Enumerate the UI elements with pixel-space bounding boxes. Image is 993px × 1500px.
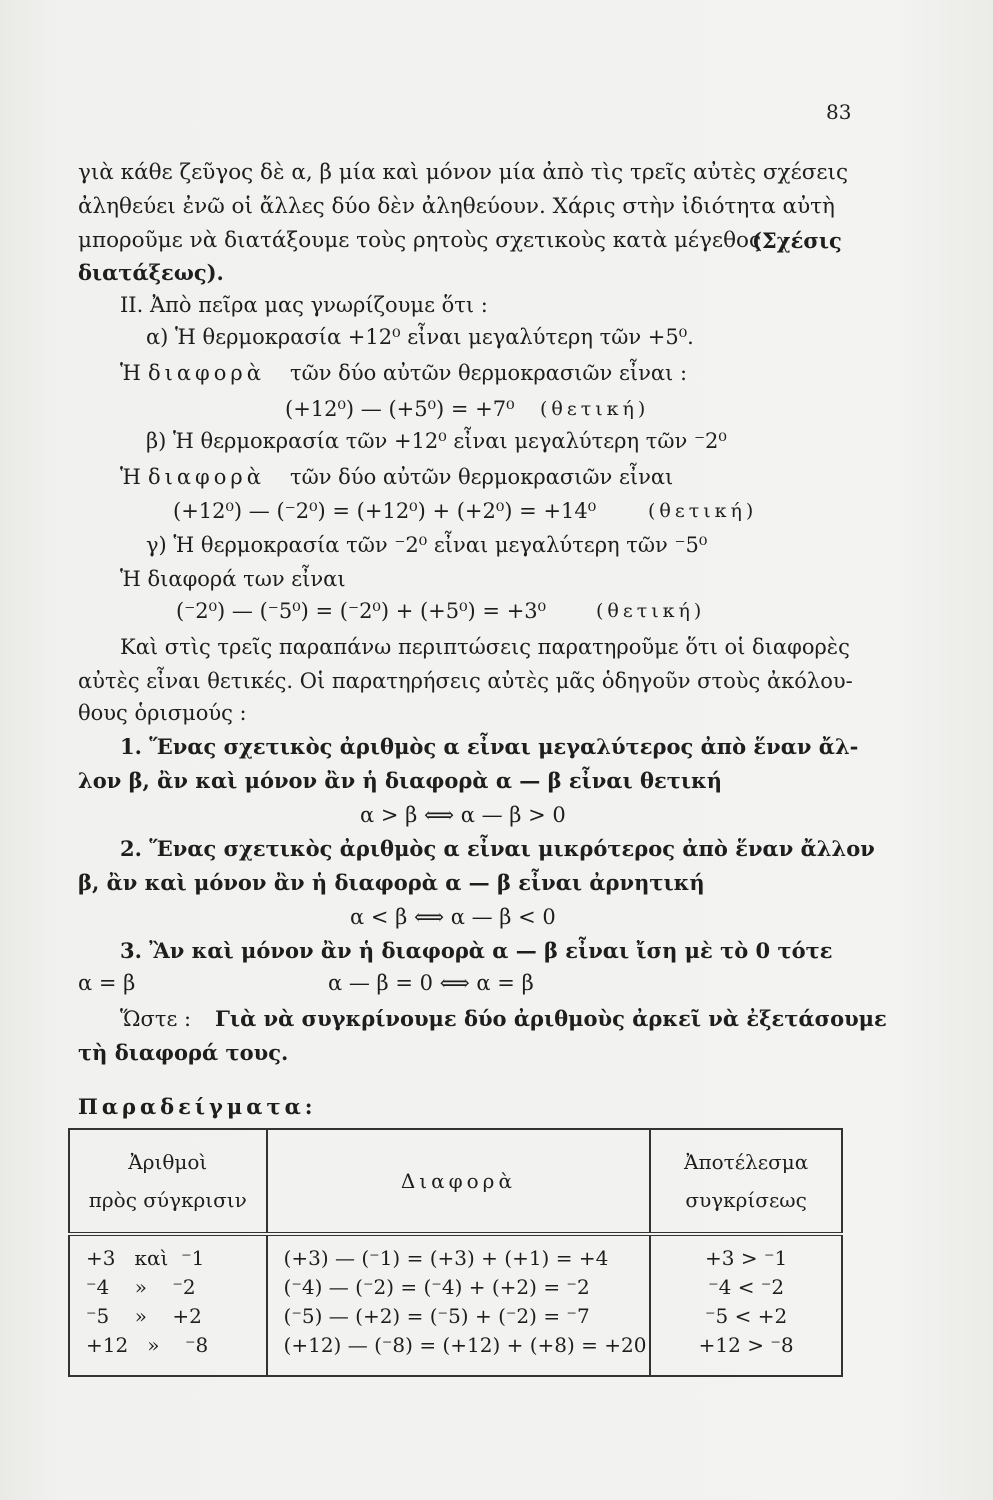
table-header-row bbox=[69, 1129, 842, 1234]
spaced-word: (θετική) bbox=[596, 600, 706, 622]
header-text: συγκρίσεως bbox=[685, 1188, 807, 1212]
table-cell: ⁻4 < ⁻2 bbox=[708, 1275, 785, 1299]
text-line: γ) Ἡ θερμοκρασία τῶν ⁻2⁰ εἶναι μεγαλύτερη τῶν ⁻5⁰ bbox=[146, 533, 708, 557]
results-cell bbox=[650, 1234, 842, 1376]
text-line: Ἡ διαφορά των εἶναι bbox=[120, 567, 346, 591]
text-line: μποροῦμε νὰ διατάξουμε τοὺς ρητοὺς σχετικοὺς κατὰ μέγεθος bbox=[78, 228, 761, 253]
page-number: 83 bbox=[826, 100, 852, 124]
table-cell: ⁻4 » ⁻2 bbox=[86, 1275, 196, 1299]
text-line: τῶν δύο αὐτῶν θερμοκρασιῶν εἶναι : bbox=[290, 361, 688, 385]
table-cell: ⁻5 < +2 bbox=[705, 1304, 788, 1328]
table-cell: +12 > ⁻8 bbox=[698, 1333, 794, 1357]
text-line: α) Ἡ θερμοκρασία +12⁰ εἶναι μεγαλύτερη τῶν +5⁰. bbox=[146, 325, 694, 349]
examples-heading: Παραδείγματα: bbox=[78, 1094, 317, 1119]
definition-line: 1. Ἕνας σχετικὸς ἀριθμὸς α εἶναι μεγαλύτερος ἀπὸ ἕναν ἄλ- bbox=[120, 734, 859, 759]
text-line: β) Ἡ θερμοκρασία τῶν +12⁰ εἶναι μεγαλύτερη τῶν ⁻2⁰ bbox=[146, 429, 727, 453]
spaced-word: διαφορὰ bbox=[148, 361, 265, 385]
text-line: τῶν δύο αὐτῶν θερμοκρασιῶν εἶναι bbox=[290, 465, 674, 489]
formula: α > β ⟺ α — β > 0 bbox=[360, 803, 566, 827]
text-line: Ἡ bbox=[120, 465, 141, 489]
header-text: Ἀποτέλεσμα bbox=[684, 1150, 809, 1174]
table-cell: +3 > ⁻1 bbox=[705, 1246, 788, 1270]
text-line: Ἡ bbox=[120, 361, 141, 385]
formula: (+12⁰) — (⁻2⁰) = (+12⁰) + (+2⁰) = +14⁰ bbox=[173, 499, 597, 523]
header-result bbox=[650, 1129, 842, 1234]
definition-line: β, ἂν καὶ μόνον ἂν ἡ διαφορὰ α — β εἶναι ἀρνητική bbox=[78, 870, 705, 895]
table-cell: +12 » ⁻8 bbox=[86, 1333, 209, 1357]
formula: α < β ⟺ α — β < 0 bbox=[350, 905, 556, 929]
pairs-cell bbox=[69, 1234, 267, 1376]
text-line: Καὶ στὶς τρεῖς παραπάνω περιπτώσεις παρατηροῦμε ὅτι οἱ διαφορὲς bbox=[120, 635, 850, 659]
formula: α = β bbox=[78, 971, 136, 995]
header-text: πρὸς σύγκρισιν bbox=[88, 1188, 247, 1212]
formula: (+12⁰) — (+5⁰) = +7⁰ bbox=[285, 397, 515, 421]
formula: α — β = 0 ⟺ α = β bbox=[328, 971, 534, 995]
definition-line: 3. Ἂν καὶ μόνον ἂν ἡ διαφορὰ α — β εἶναι ἴση μὲ τὸ 0 τότε bbox=[120, 938, 833, 963]
table-cell: (+3) — (⁻1) = (+3) + (+1) = +4 bbox=[283, 1246, 609, 1270]
text-line: θους ὁρισμούς : bbox=[78, 701, 247, 725]
text-line: γιὰ κάθε ζεῦγος δὲ α, β μία καὶ μόνον μία ἀπὸ τὶς τρεῖς αὐτὲς σχέσεις bbox=[78, 160, 849, 185]
spaced-word: (θετική) bbox=[648, 500, 758, 522]
table-cell: ⁻5 » +2 bbox=[86, 1304, 202, 1328]
table-body-row bbox=[69, 1234, 842, 1376]
header-text: Ἀριθμοὶ bbox=[128, 1150, 208, 1174]
table-cell: +3 καὶ ⁻1 bbox=[86, 1246, 205, 1270]
header-difference: Διαφορὰ bbox=[267, 1129, 651, 1234]
conclusion-line: Γιὰ νὰ συγκρίνουμε δύο ἀριθμοὺς ἀρκεῖ νὰ ἐξετάσουμε bbox=[215, 1006, 887, 1031]
examples-table bbox=[68, 1128, 843, 1377]
table-cell: (+12) — (⁻8) = (+12) + (+8) = +20 bbox=[283, 1333, 647, 1357]
definition-line: 2. Ἕνας σχετικὸς ἀριθμὸς α εἶναι μικρότερος ἀπὸ ἕναν ἄλλον bbox=[120, 836, 875, 861]
bold-term: διατάξεως). bbox=[78, 260, 224, 285]
table-cell: (⁻4) — (⁻2) = (⁻4) + (+2) = ⁻2 bbox=[283, 1275, 590, 1299]
table-cell: (⁻5) — (+2) = (⁻5) + (⁻2) = ⁻7 bbox=[283, 1304, 590, 1328]
header-numbers bbox=[69, 1129, 267, 1234]
text-line: Ὥστε : bbox=[120, 1007, 192, 1031]
conclusion-line: τὴ διαφορά τους. bbox=[78, 1040, 289, 1065]
bold-term: (Σχέσις bbox=[752, 228, 842, 253]
text-line: αὐτὲς εἶναι θετικές. Οἱ παρατηρήσεις αὐτὲς μᾶς ὁδηγοῦν στοὺς ἀκόλου- bbox=[78, 669, 853, 693]
text-line: ἀληθεύει ἐνῶ οἱ ἄλλες δύο δὲν ἀληθεύουν. Χάρις στὴν ἰδιότητα αὐτὴ bbox=[78, 194, 835, 219]
text-line: ΙΙ. Ἀπὸ πεῖρα μας γνωρίζουμε ὅτι : bbox=[120, 293, 488, 317]
differences-cell bbox=[267, 1234, 651, 1376]
formula: (⁻2⁰) — (⁻5⁰) = (⁻2⁰) + (+5⁰) = +3⁰ bbox=[176, 599, 547, 623]
spaced-word: διαφορὰ bbox=[148, 465, 265, 489]
definition-line: λον β, ἂν καὶ μόνον ἂν ἡ διαφορὰ α — β εἶναι θετική bbox=[78, 768, 723, 793]
spaced-word: (θετική) bbox=[540, 398, 650, 420]
